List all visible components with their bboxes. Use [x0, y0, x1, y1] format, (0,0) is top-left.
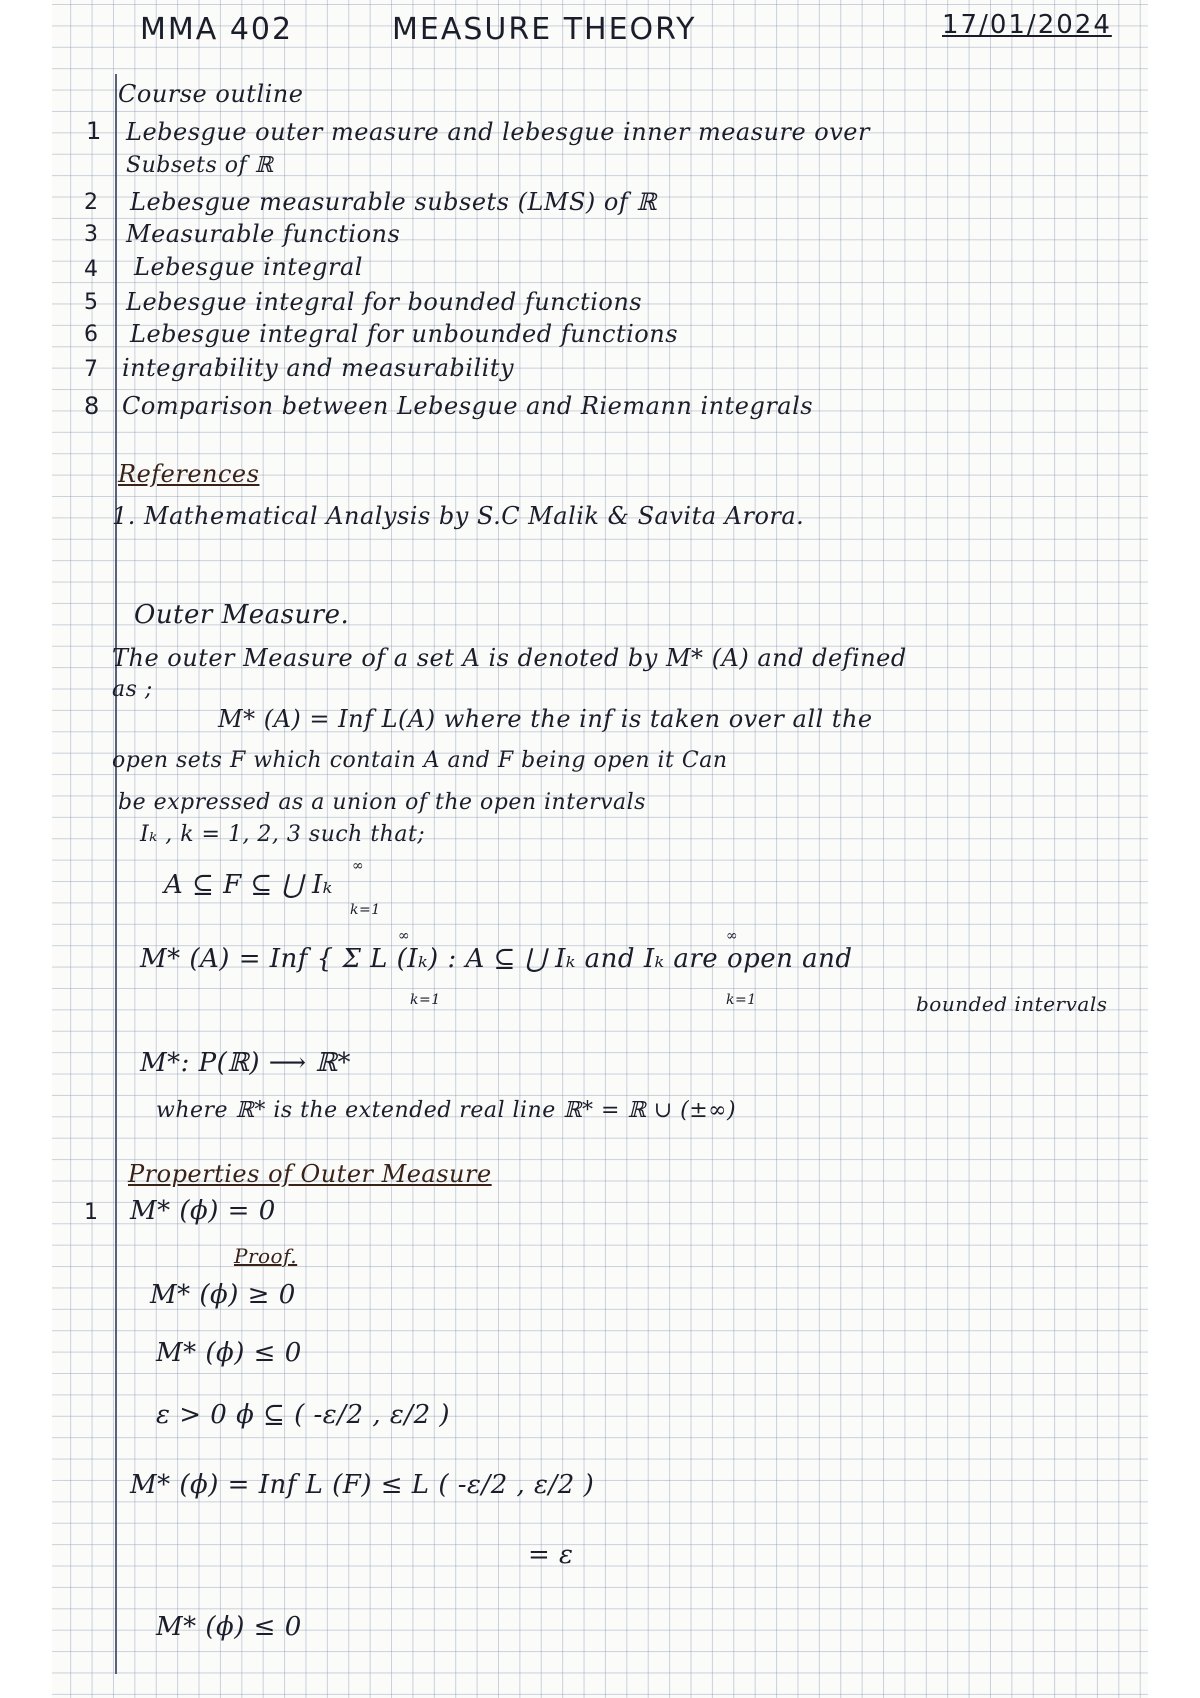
- definition-line: open sets F which contain A and F being open it Can: [112, 748, 728, 773]
- outline-item-num: 5: [84, 290, 99, 315]
- sum-superscript: ∞: [398, 928, 411, 944]
- definition-line: The outer Measure of a set A is denoted by M* (A) and defined: [112, 644, 907, 672]
- outline-item: Measurable functions: [126, 220, 401, 248]
- sum-subscript: k=1: [410, 992, 441, 1008]
- outline-item-num: 4: [84, 257, 99, 282]
- outline-item-num: 3: [84, 222, 99, 247]
- outline-item-num: 6: [84, 322, 99, 347]
- references-heading: References: [118, 460, 260, 488]
- course-title: MEASURE THEORY: [392, 12, 697, 47]
- course-code: MMA 402: [140, 12, 294, 47]
- outer-measure-heading: Outer Measure.: [134, 600, 350, 630]
- outline-item: integrability and measurability: [122, 354, 515, 382]
- union-subscript: k=1: [726, 992, 757, 1008]
- property-num: 1: [84, 1200, 99, 1225]
- definition-line: where ℝ* is the extended real line ℝ* = ℝ ∪ (±∞): [156, 1098, 737, 1123]
- property-statement: M* (ϕ) = 0: [130, 1196, 276, 1226]
- reference-item: 1. Mathematical Analysis by S.C Malik & Savita Arora.: [112, 502, 805, 530]
- proof-line: ε > 0 ϕ ⊆ ( -ε/2 , ε/2 ): [156, 1400, 451, 1430]
- outline-item-num: 2: [84, 190, 99, 215]
- outline-item: Lebesgue integral for unbounded functions: [130, 320, 679, 348]
- proof-line: = ε: [528, 1540, 574, 1570]
- proof-line: M* (ϕ) = Inf L (F) ≤ L ( -ε/2 , ε/2 ): [130, 1470, 595, 1500]
- proof-line: M* (ϕ) ≤ 0: [156, 1612, 302, 1642]
- definition-line: as ;: [112, 677, 153, 702]
- definition-line: bounded intervals: [916, 992, 1108, 1016]
- outline-item-num: 7: [84, 357, 99, 382]
- margin-line: [115, 74, 117, 1674]
- properties-heading: Properties of Outer Measure: [128, 1160, 492, 1188]
- outline-item: Comparison between Lebesgue and Riemann integrals: [122, 392, 814, 420]
- date: 17/01/2024: [942, 10, 1112, 40]
- outline-item-num: 1: [86, 117, 102, 145]
- proof-line: M* (ϕ) ≥ 0: [150, 1280, 296, 1310]
- outline-item: Lebesgue measurable subsets (LMS) of ℝ: [130, 188, 657, 216]
- outline-item: Lebesgue integral for bounded functions: [126, 288, 643, 316]
- mapping-formula: M*: P(ℝ) ⟶ ℝ*: [140, 1048, 351, 1078]
- outline-item: Lebesgue outer measure and lebesgue inner measure over: [126, 118, 870, 146]
- definition-line: be expressed as a union of the open intervals: [118, 790, 646, 815]
- union-superscript: ∞: [352, 858, 365, 874]
- outline-item: Subsets of ℝ: [126, 153, 274, 178]
- definition-line: Iₖ , k = 1, 2, 3 such that;: [140, 822, 426, 847]
- outline-item-num: 8: [84, 392, 100, 420]
- outline-heading: Course outline: [118, 80, 304, 108]
- outer-measure-formula: M* (A) = Inf { Σ L (Iₖ) : A ⊆ ⋃ Iₖ and Iₖ are open and: [140, 944, 853, 974]
- proof-label: Proof.: [234, 1244, 298, 1268]
- outline-item: Lebesgue integral: [134, 253, 363, 281]
- union-subscript: k=1: [350, 902, 381, 918]
- union-superscript: ∞: [726, 928, 739, 944]
- proof-line: M* (ϕ) ≤ 0: [156, 1338, 302, 1368]
- set-inclusion-formula: A ⊆ F ⊆ ⋃ Iₖ: [164, 870, 333, 900]
- definition-line: M* (A) = Inf L(A) where the inf is taken over all the: [218, 705, 873, 733]
